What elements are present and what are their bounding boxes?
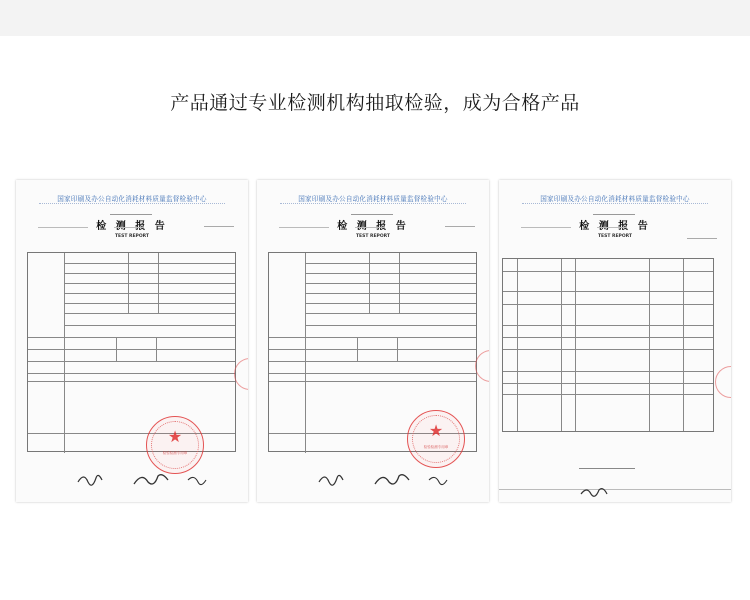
- page-number-line: [687, 238, 717, 239]
- report-number-line: [351, 214, 393, 215]
- edge-seal-icon: [475, 350, 489, 382]
- table-rule: [503, 271, 713, 272]
- table-rule: [649, 259, 650, 431]
- table-rule: [305, 337, 306, 453]
- seal-text: 检验检测专用章: [423, 445, 449, 449]
- table-rule: [683, 259, 684, 431]
- table-rule: [64, 325, 235, 326]
- signature-row: [279, 468, 459, 492]
- report-title: 检 测 报 告: [337, 221, 409, 232]
- table-rule: [503, 349, 713, 350]
- table-rule: [305, 313, 476, 314]
- report-number-line: [110, 214, 152, 215]
- edge-seal-icon: [715, 366, 731, 398]
- meta-line: [114, 227, 144, 228]
- report-title-en: TEST REPORT: [597, 234, 633, 239]
- table-rule: [561, 259, 562, 431]
- table-rule: [269, 349, 476, 350]
- meta-line: [279, 227, 329, 228]
- meta-line: [38, 227, 88, 228]
- report-title: 检 测 报 告: [579, 221, 651, 232]
- table-rule: [575, 259, 576, 431]
- official-seal-icon: [407, 410, 465, 468]
- table-rule: [503, 337, 713, 338]
- table-rule: [269, 337, 476, 338]
- table-rule: [64, 273, 235, 274]
- table-rule: [305, 293, 476, 294]
- edge-seal-icon: [234, 358, 248, 390]
- report-title: 检 测 报 告: [96, 221, 168, 232]
- table-rule: [28, 373, 235, 374]
- table-rule: [64, 263, 235, 264]
- table-rule: [64, 283, 235, 284]
- table-rule: [64, 303, 235, 304]
- report-org: 国家印刷及办公自动化消耗材料质量监督检验中心: [57, 195, 207, 203]
- table-rule: [503, 304, 713, 305]
- table-rule: [305, 273, 476, 274]
- report-org: 国家印刷及办公自动化消耗材料质量监督检验中心: [298, 195, 448, 203]
- test-report-3: [499, 180, 731, 502]
- table-rule: [28, 433, 235, 434]
- table-rule: [269, 373, 476, 374]
- page-number-line: [204, 226, 234, 227]
- meta-line: [355, 227, 385, 228]
- seal-star: ★: [428, 421, 444, 440]
- page-number-line: [445, 226, 475, 227]
- report-number-line: [593, 214, 635, 215]
- org-subline: [522, 203, 708, 206]
- seal-text: 检验检测专用章: [162, 451, 188, 455]
- signature-row: [521, 484, 701, 502]
- table-rule: [156, 337, 157, 361]
- table-rule: [305, 303, 476, 304]
- table-rule: [269, 381, 476, 382]
- table-rule: [64, 293, 235, 294]
- table-rule: [503, 383, 713, 384]
- report-title-en: TEST REPORT: [114, 234, 150, 239]
- test-report-1: [16, 180, 248, 502]
- table-rule: [305, 325, 476, 326]
- report-table: [27, 252, 236, 452]
- org-subline: [280, 203, 466, 206]
- table-rule: [503, 394, 713, 395]
- table-rule: [517, 259, 518, 431]
- table-rule: [28, 349, 235, 350]
- table-rule: [28, 361, 235, 362]
- table-rule: [503, 325, 713, 326]
- official-seal-icon: [146, 416, 204, 474]
- table-rule: [28, 381, 235, 382]
- handwritten-signature-icon: [38, 468, 218, 492]
- table-rule: [64, 337, 65, 453]
- table-rule: [503, 291, 713, 292]
- handwritten-signature-icon: [521, 484, 701, 502]
- table-rule: [503, 371, 713, 372]
- table-rule: [305, 283, 476, 284]
- top-band: [0, 0, 750, 36]
- report-title-en: TEST REPORT: [355, 234, 391, 239]
- page-headline: 产品通过专业检测机构抽取检验，成为合格产品: [170, 92, 580, 114]
- table-rule: [397, 337, 398, 361]
- results-table: [502, 258, 714, 432]
- handwritten-signature-icon: [279, 468, 459, 492]
- org-subline: [39, 203, 225, 206]
- seal-star: ★: [167, 427, 183, 446]
- signature-line: [579, 468, 635, 469]
- table-rule: [357, 337, 358, 361]
- table-rule: [28, 337, 235, 338]
- meta-line: [521, 227, 571, 228]
- table-rule: [305, 263, 476, 264]
- test-report-2: [257, 180, 489, 502]
- table-rule: [116, 337, 117, 361]
- report-org: 国家印刷及办公自动化消耗材料质量监督检验中心: [540, 195, 690, 203]
- signature-row: [38, 468, 218, 492]
- table-rule: [64, 313, 235, 314]
- table-rule: [269, 361, 476, 362]
- meta-line: [597, 227, 627, 228]
